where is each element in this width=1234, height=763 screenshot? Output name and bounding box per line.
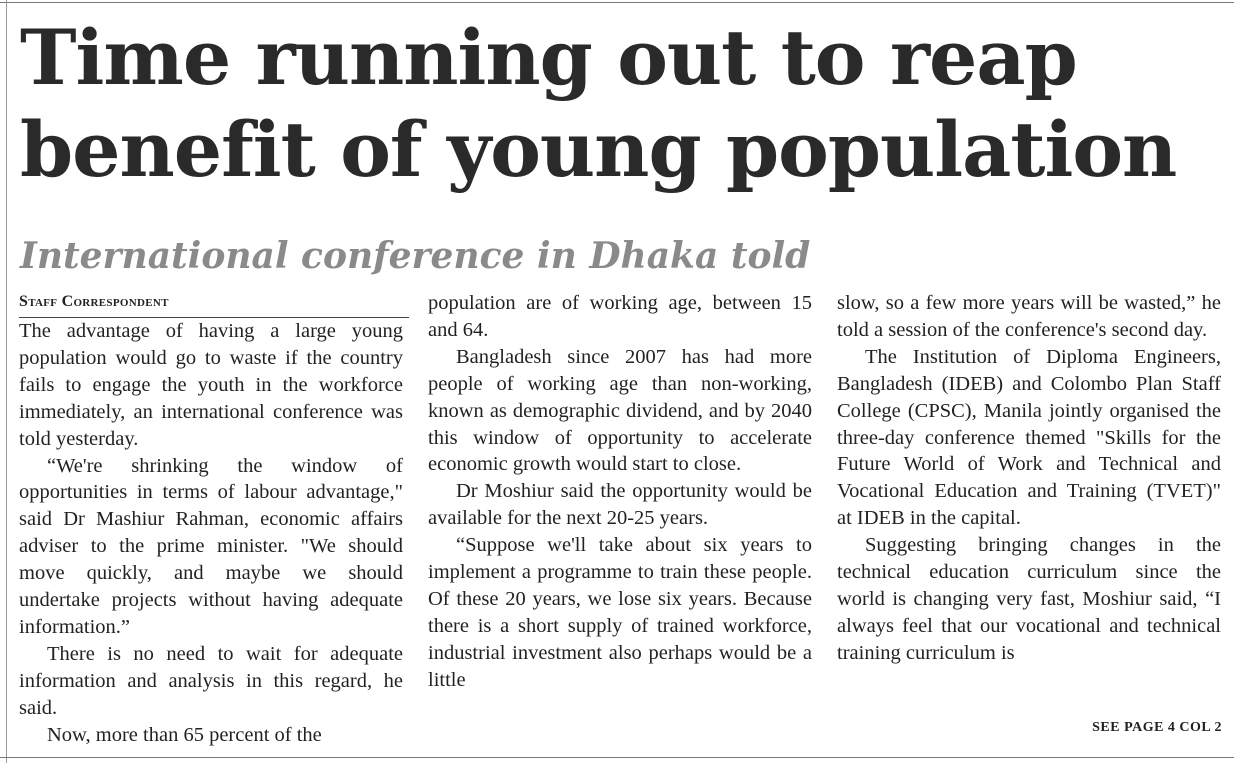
paragraph: The Institution of Diploma Engineers, Bangladesh (IDEB) and Colombo Plan Staff College (CPSC), Manila jointly organised the three-day conference themed "Skills for the Future World of Work and Technical and Vocational Education and Training (TVET)" at IDEB in the capital. bbox=[837, 345, 1221, 530]
article-column-1 bbox=[19, 318, 403, 749]
left-rule bbox=[6, 0, 7, 763]
subheadline: International conference in Dhaka told bbox=[20, 235, 811, 277]
headline: Time running out to reap benefit of young population bbox=[20, 13, 1177, 194]
paragraph: “Suppose we'll take about six years to implement a programme to train these people. Of these 20 years, we lose six years. Because there is a short supply of trained workforce, industrial investment also perhaps would be a little bbox=[428, 534, 812, 691]
paragraph: Suggesting bringing changes in the technical education curriculum since the world is changing very fast, Moshiur said, “I always feel that our vocational and technical training curriculum is bbox=[837, 534, 1221, 664]
paragraph: Bangladesh since 2007 has had more people of working age than non-working, known as demographic dividend, and by 2040 this window of opportunity to accelerate economic growth would start to close. bbox=[428, 345, 812, 476]
paragraph: slow, so a few more years will be wasted,” he told a session of the conference's second day. bbox=[837, 292, 1221, 341]
paragraph: population are of working age, between 15 and 64. bbox=[428, 292, 812, 341]
paragraph: “We're shrinking the window of opportunities in terms of labour advantage," said Dr Mashiur Rahman, economic affairs adviser to the prime minister. "We should move quickly, and maybe we should undertake projects without having adequate information.” bbox=[19, 454, 403, 638]
article-column-2 bbox=[428, 290, 812, 694]
top-rule bbox=[0, 2, 1234, 3]
paragraph: Dr Moshiur said the opportunity would be available for the next 20-25 years. bbox=[428, 480, 812, 530]
byline-text: Staff Correspondent bbox=[19, 293, 169, 310]
byline bbox=[19, 293, 409, 318]
paragraph: There is no need to wait for adequate information and analysis in this regard, he said. bbox=[19, 642, 403, 719]
paragraph: The advantage of having a large young population would go to waste if the country fails to engage the youth in the workforce immediately, an international conference was told yesterday. bbox=[19, 320, 403, 450]
paragraph: Now, more than 65 percent of the bbox=[47, 723, 322, 746]
bottom-rule bbox=[0, 757, 1234, 758]
continued-note: SEE PAGE 4 COL 2 bbox=[1092, 720, 1222, 735]
article-column-3 bbox=[837, 290, 1221, 667]
